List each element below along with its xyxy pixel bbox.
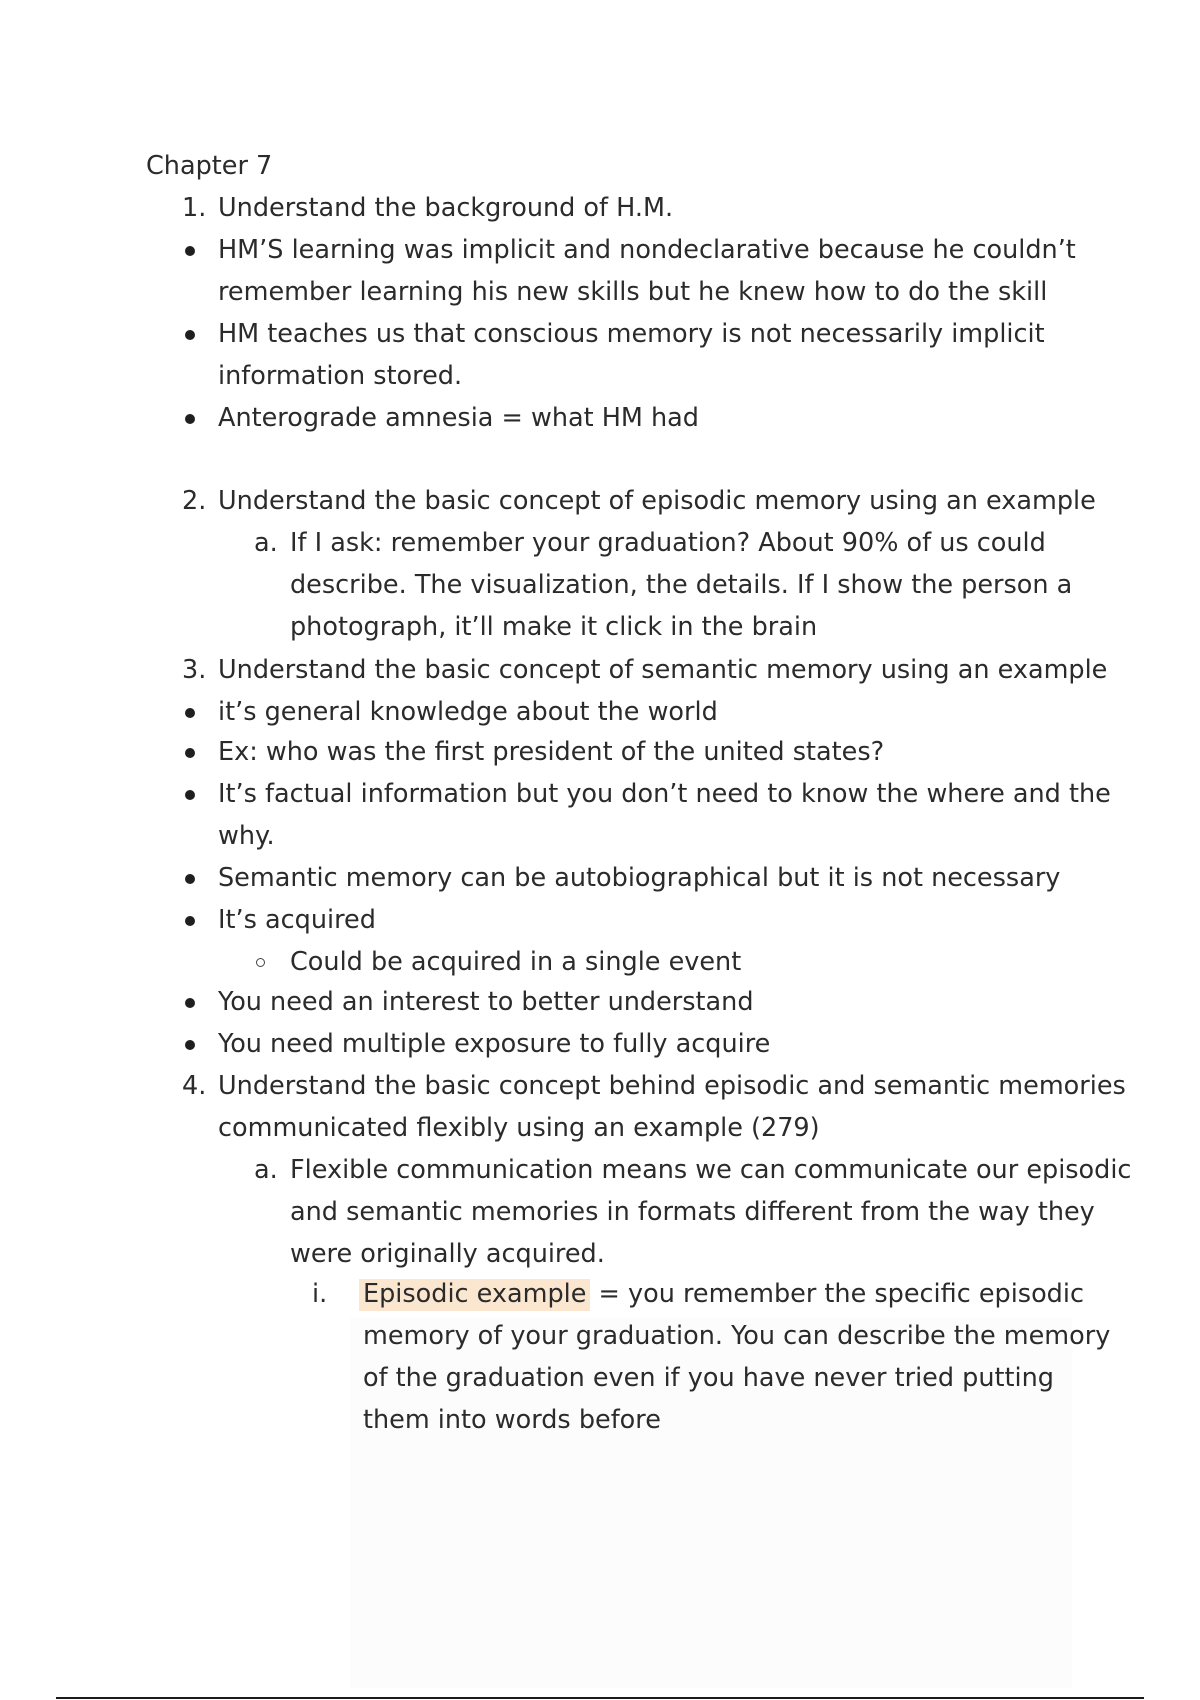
list-item: It’s acquired bbox=[218, 905, 376, 935]
roman-item bbox=[363, 1278, 1084, 1310]
sub-item-continued: photograph, it’ll make it click in the brain bbox=[290, 612, 818, 642]
list-item: It’s factual information but you don’t need to know the where and the bbox=[218, 779, 1111, 809]
bullet-icon bbox=[185, 748, 195, 758]
list-item: Semantic memory can be autobiographical but it is not necessary bbox=[218, 863, 1061, 893]
nested-list-item: Could be acquired in a single event bbox=[290, 947, 742, 977]
list-item-continued: why. bbox=[218, 821, 275, 851]
sub-item-marker: a. bbox=[254, 528, 278, 558]
hollow-bullet-icon bbox=[256, 958, 265, 967]
bullet-icon bbox=[185, 414, 195, 424]
highlighted-text: Episodic example bbox=[359, 1279, 590, 1311]
bullet-icon bbox=[185, 708, 195, 718]
roman-item-continued: them into words before bbox=[363, 1405, 661, 1435]
sub-item: Flexible communication means we can communicate our episodic bbox=[290, 1155, 1132, 1185]
section-2-heading: Understand the basic concept of episodic memory using an example bbox=[218, 486, 1096, 516]
sub-item: If I ask: remember your graduation? About 90% of us could bbox=[290, 528, 1046, 558]
chapter-title: Chapter 7 bbox=[146, 151, 273, 181]
bullet-icon bbox=[185, 790, 195, 800]
section-4-heading: Understand the basic concept behind episodic and semantic memories bbox=[218, 1071, 1126, 1101]
section-1-heading: Understand the background of H.M. bbox=[218, 193, 674, 223]
bullet-icon bbox=[185, 330, 195, 340]
list-item: You need multiple exposure to fully acquire bbox=[218, 1029, 771, 1059]
sub-item-continued: describe. The visualization, the details. If I show the person a bbox=[290, 570, 1073, 600]
bullet-icon bbox=[185, 998, 195, 1008]
section-3-heading: Understand the basic concept of semantic memory using an example bbox=[218, 655, 1108, 685]
list-item: Ex: who was the first president of the united states? bbox=[218, 737, 885, 767]
list-item: HM teaches us that conscious memory is not necessarily implicit bbox=[218, 319, 1045, 349]
list-item-continued: information stored. bbox=[218, 361, 463, 391]
list-item: Anterograde amnesia = what HM had bbox=[218, 403, 699, 433]
list-item: You need an interest to better understand bbox=[218, 987, 754, 1017]
section-4-heading-continued: communicated flexibly using an example (279) bbox=[218, 1113, 820, 1143]
sub-item-continued: were originally acquired. bbox=[290, 1239, 605, 1269]
list-item: it’s general knowledge about the world bbox=[218, 697, 718, 727]
bullet-icon bbox=[185, 916, 195, 926]
bullet-icon bbox=[185, 246, 195, 256]
roman-item-continued: of the graduation even if you have never tried putting bbox=[363, 1363, 1054, 1393]
bottom-divider bbox=[56, 1697, 1144, 1699]
bullet-icon bbox=[185, 1040, 195, 1050]
section-2-number: 2. bbox=[182, 486, 207, 516]
sub-item-continued: and semantic memories in formats different from the way they bbox=[290, 1197, 1095, 1227]
roman-item-marker: i. bbox=[312, 1279, 328, 1309]
list-item-continued: remember learning his new skills but he knew how to do the skill bbox=[218, 277, 1048, 307]
roman-item-text: = you remember the specific episodic bbox=[590, 1279, 1084, 1309]
section-1-number: 1. bbox=[182, 193, 207, 223]
section-4-number: 4. bbox=[182, 1071, 207, 1101]
sub-item-marker: a. bbox=[254, 1155, 278, 1185]
section-3-number: 3. bbox=[182, 655, 207, 685]
bullet-icon bbox=[185, 874, 195, 884]
list-item: HM’S learning was implicit and nondeclarative because he couldn’t bbox=[218, 235, 1076, 265]
roman-item-continued: memory of your graduation. You can describe the memory bbox=[363, 1321, 1111, 1351]
